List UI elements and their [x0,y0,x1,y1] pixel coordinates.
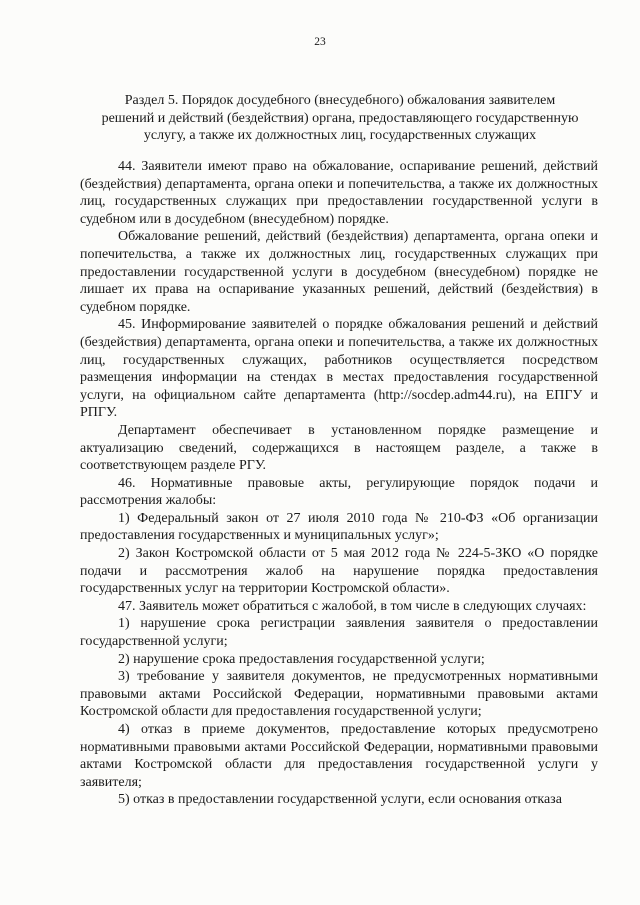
paragraph-46-item-2: 2) Закон Костромской области от 5 мая 2012 года № 224-5-ЗКО «О порядке подачи и рассмотрения жалоб на нарушение порядка предоставления государственных услуг на территории Костромской области». [80,546,598,597]
paragraph-47: 47. Заявитель может обратиться с жалобой, в том числе в следующих случаях: [118,598,587,614]
section-title-line: Раздел 5. Порядок досудебного (внесудебного) обжалования заявителем [124,93,556,108]
paragraph-45-continued: Департамент обеспечивает в установленном порядке размещение и актуализацию сведений, содержащихся в настоящем разделе, а также в соответствующем разделе РГУ. [80,422,598,474]
document-body [80,158,598,809]
section-title-line: услугу, а также их должностных лиц, государственных служащих [143,128,537,143]
section-title-line: решений и действий (бездействия) органа, предоставляющего государственную [101,110,579,126]
paragraph-45: 45. Информирование заявителей о порядке обжалования решений и действий (бездействия) департамента, органа опеки и попечительства, а также их должностных лиц, государственных служащих, работников осуществляется посредством размещения информации на стендах в местах предоставления государственной услуги, на официальном сайте департамента (http://socdep.adm44.ru), на ЕПГУ и РПГУ. [80,317,598,421]
paragraph-44-continued: Обжалование решений, действий (бездействия) департамента, органа опеки и попечительства, а также их должностных лиц, государственных служащих при предоставлении государственной услуги в досудебном (внесудебном) порядке не лишает их права на оспаривание указанных решений, действий (бездействия) в судебном порядке. [80,229,598,315]
paragraph-47-item-1: 1) нарушение срока регистрации заявления заявителя о предоставлении государственной услуги; [80,616,598,650]
paragraph-46: 46. Нормативные правовые акты, регулирующие порядок подачи и рассмотрения жалобы: [80,475,598,509]
paragraph-47-item-2: 2) нарушение срока предоставления государственной услуги; [118,651,485,667]
paragraph-44: 44. Заявители имеют право на обжалование, оспаривание решений, действий (бездействия) департамента, органа опеки и попечительства, а также их должностных лиц, государственных служащих при предоставлении государственной услуги в судебном или в досудебном (внесудебном) порядке. [80,159,598,227]
section-title [80,92,600,145]
paragraph-47-item-3: 3) требование у заявителя документов, не предусмотренных нормативными правовыми актами Российской Федерации, нормативными правовыми актами Костромской области для предоставления государственной услуги; [80,669,598,720]
paragraph-47-item-4: 4) отказ в приеме документов, предоставление которых предусмотрено нормативными правовыми актами Российской Федерации, нормативными правовыми актами Костромской области для предоставления государственной услуги у заявителя; [80,722,598,790]
paragraph-46-item-1: 1) Федеральный закон от 27 июля 2010 года № 210-ФЗ «Об организации предоставления государственных и муниципальных услуг»; [80,510,598,544]
page-number: 23 [314,36,326,48]
paragraph-47-item-5: 5) отказ в предоставлении государственной услуги, если основания отказа [118,792,562,808]
